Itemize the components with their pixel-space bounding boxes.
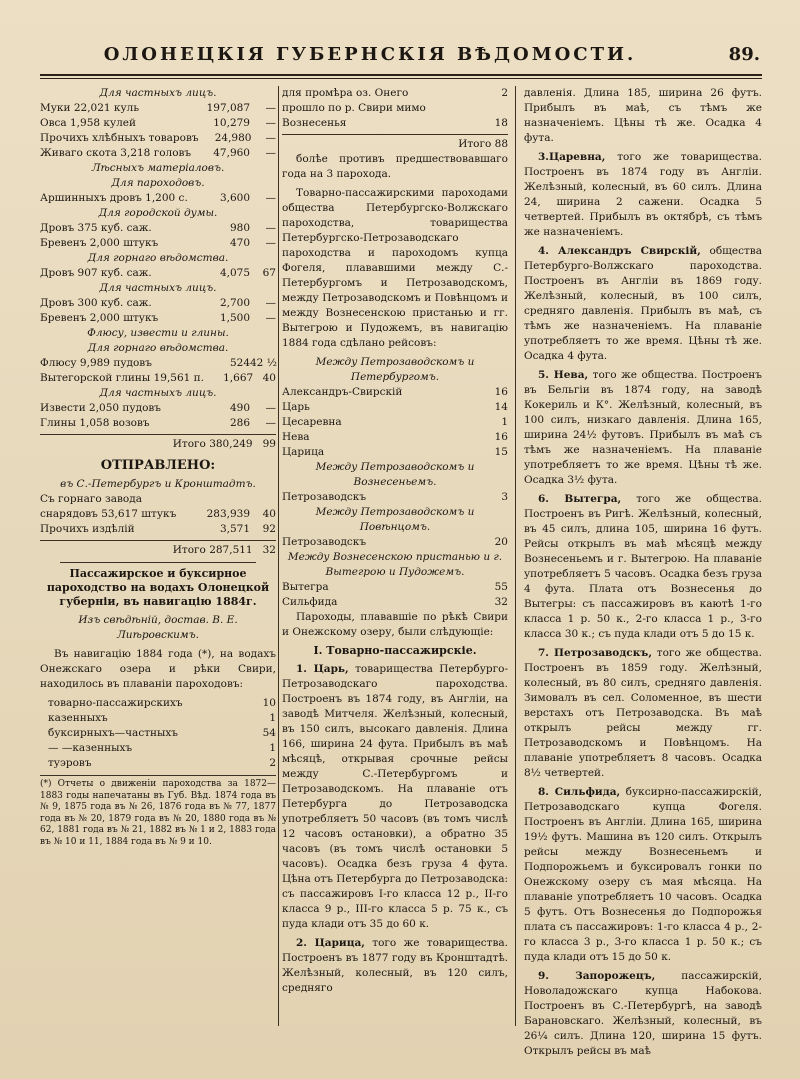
vessel-name: 3.Царевна, [538,151,606,163]
item-count: 10 [262,697,276,709]
subheading: Лѣсныхъ матеріаловъ. [91,162,225,174]
row-amount: 490 [229,402,250,414]
voyage-list [282,490,508,505]
table-row [40,371,276,386]
item-count: 16 [494,431,508,443]
item-label: — —казенныхъ [48,742,133,754]
item-label: Царь [282,401,310,413]
row-amount: 10,279 [213,117,250,129]
row-amount: 1,500 [219,312,250,324]
table-group [40,101,276,161]
row-kopecks: — [265,102,276,114]
paragraph: Въ навигацію 1884 года (*), на водахъ Онежскаго озера и рѣки Свири, находилось въ плаваніи пароходовъ: [40,648,276,690]
row-amount: 286 [229,417,250,429]
row-label: Бревенъ 2,000 штукъ [40,237,159,249]
subheading: Для горнаго вѣдомства. [87,252,229,264]
item-label: Вытегра [282,581,329,593]
list-item [48,741,276,756]
row-amount: 283,939 [206,508,250,520]
list-item [48,711,276,726]
route-heading: Между Петрозаводскомъ и Вознесеньемъ. [315,461,475,488]
table-group [40,266,276,281]
table-row [40,236,276,251]
row-amount: 524 [229,357,250,369]
divider [60,562,256,563]
section-heading: I. Товарно-пассажирскіе. [313,644,477,657]
table-group [40,401,276,431]
paragraph [282,936,508,996]
row-label: Дровъ 907 куб. саж. [40,267,152,279]
table-group [40,296,276,326]
paragraph-text: того же общества. Построенъ въ Бельгіи въ 1874 году, на заводѣ Кокериль и К°. Желѣзный, колесный, въ 100 силъ, низкаго давленія. Длина 165, ширина 24½ футовъ. Прибылъ въ маѣ съ тѣмъ же назначеніемъ. На плаваніе употребляетъ то же время. Цѣны тѣ же. Осадка 3½ фута. [524,369,762,486]
paragraph [524,785,762,965]
vessel-name: 4. Александръ Свирскій, [538,245,701,257]
section-heading: ОТПРАВЛЕНО: [100,458,216,473]
row-label: Муки 22,021 куль [40,102,140,114]
row-amount: 980 [229,222,250,234]
list-item [48,726,276,741]
paragraph-text: пассажирскій, Новоладожскаго купца Набокова. Построенъ въ С.-Петербургѣ, на заводѣ Барановскаго. Желѣзный, колесный, въ 26¼ силъ. Длина 120, ширина 15 футъ. Открылъ рейсы въ маѣ [524,970,763,1057]
item-label: Вознесенья [282,117,347,129]
row-amount: 47,960 [213,147,250,159]
row-kopecks: 42 ½ [250,357,277,369]
item-label: для промѣра оз. Онего [282,87,409,99]
row-label: Прочихъ хлѣбныхъ товаровъ [40,132,199,144]
item-count: 1 [501,416,508,428]
table-row [40,492,276,522]
subheading: Для городской думы. [98,207,218,219]
row-kopecks: 67 [262,267,276,279]
item-count [478,101,508,116]
list-item [282,86,508,101]
table-group [40,492,276,537]
table-row [40,416,276,431]
item-label: прошло по р. Свири мимо [282,102,426,114]
row-label: Прочихъ издѣлій [40,523,135,535]
table-group [40,356,276,386]
article-byline: Изъ свѣдѣній, достав. В. Е. Лиѣровскимъ. [78,614,238,641]
paragraph: Пароходы, плававшіе по рѣкѣ Свири и Онежскому озеру, были слѣдующіе: [282,611,508,638]
item-label: Нева [282,431,310,443]
list-item [282,595,508,610]
item-label: Царица [282,446,325,458]
list-item [282,415,508,430]
row-kopecks: — [265,132,276,144]
voyage-list [282,580,508,610]
column-divider-1 [278,86,279,1026]
column-divider-2 [515,86,516,1026]
vessel-name: 5. Нева, [538,369,589,381]
row-label: Флюсу 9,989 пудовъ [40,357,152,369]
paragraph-text: товарищества Петербурго-Петрозаводскаго пароходства. Построенъ въ 1874 году, въ Англіи, на заводѣ Митчеля. Желѣзный, колесный, въ 150 силъ, высокаго давленія. Длина 166, ширина 24 фута. Прибылъ въ маѣ мѣсяцѣ, открывая срочные рейсы между С.-Петербургомъ и Петрозаводскомъ. На плаваніе отъ Петербурга до Петрозаводска употребляетъ 50 часовъ (въ томъ числѣ 12 часовъ остановки), а обратно 35 часовъ (въ томъ числѣ остановки 5 часовъ). Осадка безъ груза 4 фута. Цѣна отъ Петербурга до Петрозаводска: съ пассажировъ I-го класса 12 р., II-го класса 9 р., III-го класса 5 р. 75 к., съ пуда клади отъ 35 до 60 к. [282,663,508,930]
column-3 [524,86,763,1057]
total-line: Итого 380,249 99 [40,434,276,452]
vessel-name: 9. Запорожецъ, [538,970,656,982]
item-count: 2 [269,757,276,769]
row-kopecks: — [265,222,276,234]
row-label: Живаго скота 3,218 головъ [40,147,192,159]
paragraph-text: того же товарищества. Построенъ въ 1877 году въ Кронштадтѣ. Желѣзный, колесный, въ 120 силъ, средняго [282,937,508,994]
paragraph-text: того же товарищества. Построенъ въ 1874 году въ Англіи. Желѣзный, колесный, въ 60 силъ. Длина 24, ширина 2 сажени. Осадка 5 четвертей. Прибылъ въ октябрѣ, съ тѣмъ же назначеніемъ. [524,151,762,238]
item-label: Петрозаводскъ [282,536,367,548]
paragraph [524,150,762,240]
list-item [282,400,508,415]
vessel-type-list [40,696,276,771]
vessel-name: 1. Царь, [296,663,349,675]
newspaper-title: ОЛОНЕЦКІЯ ГУБЕРНСКІЯ ВѢДОМОСТИ. [103,44,637,65]
list-item [48,696,276,711]
page-header [40,44,760,72]
subheading: Для частныхъ лицъ. [99,387,217,399]
paragraph [524,969,762,1059]
list-item [282,116,508,131]
item-label: Сильфида [282,596,338,608]
row-amount: 197,087 [206,102,250,114]
header-rule-thin [40,78,762,79]
row-label: Глины 1,058 возовъ [40,417,150,429]
paragraph [524,646,762,781]
item-count: 20 [494,536,508,548]
row-kopecks: — [265,237,276,249]
row-label: Аршинныхъ дровъ 1,200 с. [40,192,188,204]
item-count: 14 [494,401,508,413]
table-row [40,116,276,131]
row-amount: 3,571 [219,523,250,535]
table-row [40,131,276,146]
table-row [40,356,276,371]
subheading: Флюсу, извести и глины. [87,327,229,339]
row-amount: 4,075 [219,267,250,279]
paragraph [524,368,762,488]
route-heading: Между Петрозаводскомъ и Повѣнцомъ. [315,506,475,533]
voyage-list [282,385,508,460]
paragraph [524,492,762,642]
list-item [282,580,508,595]
article-title: Пассажирское и буксирное пароходство на водахъ Олонецкой губерніи, въ навигацію 1884г. [46,567,270,608]
item-count: 55 [494,581,508,593]
item-count: 18 [494,117,508,129]
table-row [40,311,276,326]
subheading: въ С.-Петербургъ и Кронштадтъ. [60,478,256,490]
list-item [282,490,508,505]
table-group [40,191,276,206]
row-kopecks: 92 [262,523,276,535]
route-heading: Между Петрозаводскомъ и Петербургомъ. [315,356,475,383]
voyage-list [282,86,508,131]
item-count: 32 [494,596,508,608]
item-label: казенныхъ [48,712,108,724]
column-1 [40,86,276,1046]
subheading: Для частныхъ лицъ. [99,87,217,99]
route-heading: Между Вознесенскою пристанью и г. Вытегрою и Пудожемъ. [287,551,503,578]
row-kopecks: 40 [262,372,276,384]
footnote: (*) Отчеты о движеніи пароходства за 1872—1883 годы напечатаны въ Губ. Вѣд. 1874 года въ № 9, 1875 года въ № 26, 1876 года въ № 77, 1877 года въ № 20, 1879 года въ № 20, 1880 года въ № 62, 1881 года въ № 21, 1882 въ № 1 и 2, 1883 года въ № 10 и 11, 1884 года въ № 9 и 10. [40,775,276,848]
list-item [282,385,508,400]
list-item [282,101,508,116]
row-kopecks: — [265,147,276,159]
row-amount: 3,600 [219,192,250,204]
list-item [48,756,276,771]
row-kopecks: — [265,192,276,204]
paragraph [282,662,508,932]
item-count: 1 [269,742,276,754]
row-kopecks: — [265,117,276,129]
subheading: Для частныхъ лицъ. [99,282,217,294]
row-amount: 24,980 [214,132,252,144]
paragraph: болѣе противъ предшествовавшаго года на 3 парохода. [282,153,508,180]
item-label: товарно-пассажирскихъ [48,697,183,709]
row-label: Овса 1,958 кулей [40,117,137,129]
row-kopecks: 40 [262,508,276,520]
item-count: 3 [501,491,508,503]
row-label: Вытегорской глины 19,561 п. [40,372,205,384]
column-2 [282,86,508,1046]
vessel-name: 2. Царица, [296,937,365,949]
item-count: 2 [501,87,508,99]
voyage-list [282,535,508,550]
table-row [40,522,276,537]
table-group [40,221,276,251]
vessel-name: 6. Вытегра, [538,493,622,505]
total-line: Итого 287,511 32 [40,540,276,558]
row-label: Съ горнаго завода снарядовъ 53,617 штукъ [40,493,177,520]
item-label: туэровъ [48,757,92,769]
item-label: Цесаревна [282,416,342,428]
item-count: 15 [494,446,508,458]
row-label: Дровъ 375 куб. саж. [40,222,152,234]
table-row [40,221,276,236]
item-count: 1 [269,712,276,724]
row-kopecks: — [265,402,276,414]
item-label: Александръ-Свирскій [282,386,403,398]
row-kopecks: — [265,312,276,324]
paragraph-text: буксирно-пассажирскій, Петрозаводскаго купца Фогеля. Построенъ въ Англіи. Длина 165, ширина 19½ футъ. Машина въ 120 силъ. Открылъ рейсы между Вознесеньемъ и Подпорожьемъ и буксировалъ гонки по Онежскому озеру съ мая мѣсяца. На плаваніе употребляетъ 10 часовъ. Осадка 5 футъ. Отъ Вознесенья до Подпорожья плата съ пассажировъ: 1-го класса 4 р., 2-го класса 3 р., 3-го класса 1 р. 50 к.; съ пуда клади отъ 15 до 50 к. [524,786,762,963]
table-row [40,266,276,281]
list-item [282,535,508,550]
row-amount: 470 [229,237,250,249]
paragraph-text: того же общества. Построенъ въ 1859 году. Желѣзный, колесный, въ 80 силъ, средняго давленія. Зимовалъ въ сел. Соломенное, въ шести верстахъ отъ Петрозаводска. Въ маѣ открылъ рейсы между гг. Петрозаводскомъ и Повѣнцомъ. На плаваніе употребляетъ 8 часовъ. Осадка 8½ четвертей. [524,647,762,779]
subheading: Для пароходовъ. [111,177,205,189]
paragraph: Товарно-пассажирскими пароходами общества Петербургско-Волжскаго пароходства, товарищества Петербургско-Петрозаводскаго пароходства и пароходомъ купца Фогеля, плававшими между С.-Петербургомъ и Петрозаводскомъ, между Петрозаводскомъ и Повѣнцомъ и между Вознесенскою пристанью и гг. Вытегрою и Пудожемъ, въ навигацію 1884 года сдѣлано рейсовъ: [282,187,508,349]
row-amount: 1,667 [223,372,254,384]
paragraph-text: общества Петербурго-Волжскаго пароходства. Построенъ въ Англіи въ 1869 году. Желѣзный, колесный, въ 100 силъ, средняго давленія. Прибылъ въ маѣ, съ тѣмъ же назначеніемъ. На плаваніе употребляетъ то же время. Цѣны тѣ же. Осадка 4 фута. [524,245,762,362]
item-count: 16 [494,386,508,398]
row-amount: 2,700 [219,297,250,309]
row-kopecks: — [265,417,276,429]
row-label: Извести 2,050 пудовъ [40,402,161,414]
header-rule [40,74,762,76]
total-line: Итого 88 [282,134,508,152]
vessel-name: 7. Петрозаводскъ, [538,647,652,659]
row-label: Дровъ 300 куб. саж. [40,297,152,309]
row-kopecks: — [265,297,276,309]
table-row [40,146,276,161]
table-row [40,101,276,116]
paragraph [524,244,762,364]
row-label: Бревенъ 2,000 штукъ [40,312,159,324]
item-count: 54 [262,727,276,739]
subheading: Для горнаго вѣдомства. [87,342,229,354]
page-number: 89. [728,44,760,65]
item-label: Петрозаводскъ [282,491,367,503]
vessel-name: 8. Сильфида, [538,786,621,798]
paragraph-text: того же общества. Построенъ въ Ригѣ. Желѣзный, колесный, въ 45 силъ, длина 105, ширина 16 футъ. Рейсы открылъ въ маѣ мѣсяцѣ между Вознесеньемъ и г. Вытегрою. На плаваніе употребляетъ 5 часовъ. Осадка безъ груза 4 фута. Плата отъ Вознесенья до Вытегры: съ пассажировъ въ каютѣ 1-го класса 1 р. 50 к., 2-го класса 1 р., 3-го класса 30 к.; съ пуда клади отъ 5 до 15 к. [524,493,762,640]
table-row [40,296,276,311]
paragraph: давленія. Длина 185, ширина 26 футъ. Прибылъ въ маѣ, съ тѣмъ же назначеніемъ. Цѣны тѣ же. Осадка 4 фута. [524,87,762,144]
table-row [40,401,276,416]
table-row [40,191,276,206]
list-item [282,430,508,445]
item-label: буксирныхъ—частныхъ [48,727,178,739]
list-item [282,445,508,460]
